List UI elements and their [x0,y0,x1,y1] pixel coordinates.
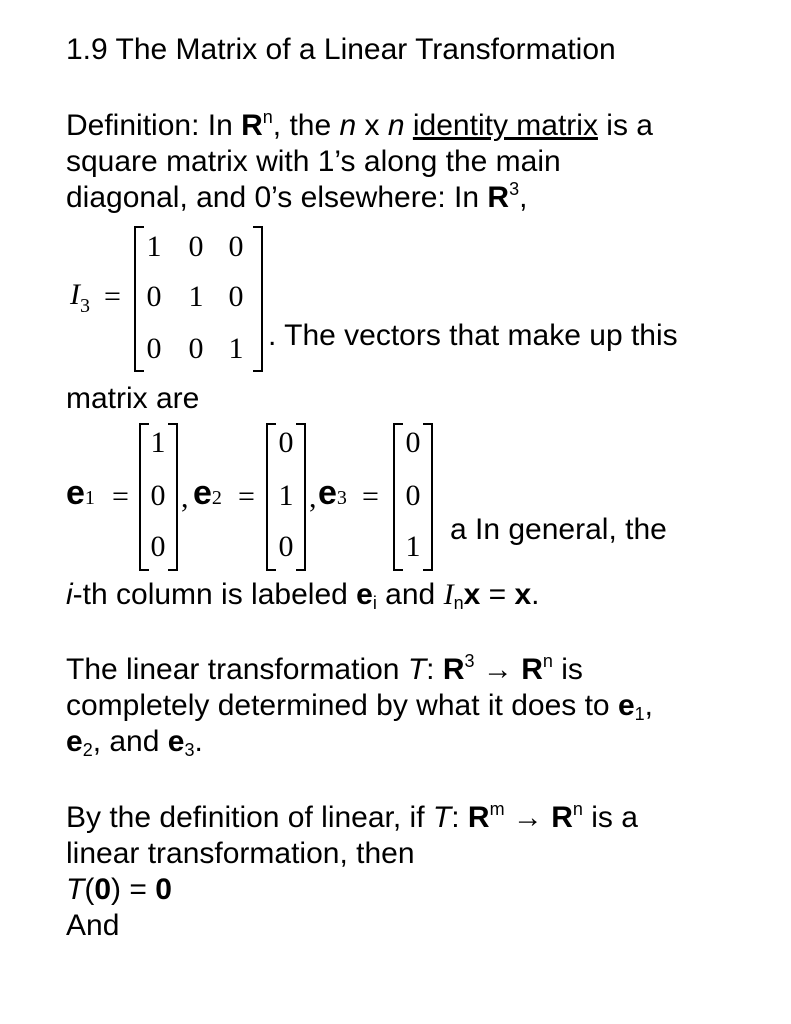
zero-vector: 0 [155,873,172,906]
matrix-cell: 0 [188,230,204,263]
T-var: T [432,801,452,834]
matrix-are-text: matrix are [66,382,200,415]
text: and [376,578,444,611]
definition-line-2: square matrix with 1’s along the main [66,145,561,178]
vectors-text: . The vectors that make up this [268,319,678,352]
superscript: n [572,799,583,819]
e3-label: e3 [318,474,347,512]
column-label-line [66,577,540,613]
matrix-cell: 1 [228,332,244,365]
equals-sign: = [362,480,379,513]
text: , [644,689,653,722]
vector-cell: 0 [278,530,294,563]
x-var: x [514,578,532,611]
text: ( [84,873,95,906]
superscript: n [542,651,553,671]
identity-label: $I_3$ [70,278,90,317]
R-symbol: R [442,653,465,686]
text: = [480,578,515,611]
arrow: → [504,801,552,834]
superscript: n [262,107,273,127]
T-var: T [66,873,85,906]
e1-label: e1 [66,474,95,512]
comma: , [309,481,317,514]
R-symbol: R [551,801,573,834]
text: . [531,578,540,611]
superscript: 3 [509,179,520,199]
n-var: n [339,109,357,142]
text: , [519,181,528,214]
subscript: 1 [634,704,645,724]
vector-cell: 0 [150,530,166,563]
e2-sub: 2 [211,487,222,509]
page-title: 1.9 The Matrix of a Linear Transformation [66,33,616,66]
e-var: e [617,689,635,722]
R-symbol: R [467,801,490,834]
bydef-line-2: linear transformation, then [66,837,415,870]
I-var: I [443,578,454,611]
T-var: T [407,653,427,686]
definition-line-3 [66,180,527,216]
identity-sub: 3 [80,295,90,317]
matrix-cell: 1 [146,230,162,263]
t-zero-line [66,872,172,908]
subscript: 2 [82,740,93,760]
matrix-cell: 0 [188,332,204,365]
equals-sign: = [112,480,129,513]
vector-cell: 0 [150,479,166,512]
arrow: → [474,653,522,686]
matrix-cell: 0 [228,280,244,313]
subscript: i [372,593,377,613]
text: : [451,801,468,834]
comma: , [181,481,189,514]
superscript: m [489,799,505,819]
matrix-cell: 0 [146,332,162,365]
n-var: n [387,109,405,142]
text: is [552,653,583,686]
vector-cell: 0 [278,426,294,459]
text: ) = [111,873,156,906]
text: x [356,109,388,142]
text: diagonal, and 0’s elsewhere: In [66,181,488,214]
text: Definition: In [66,109,242,142]
linear-line-2 [66,688,653,724]
linear-line-1 [66,652,583,688]
R-symbol: R [521,653,543,686]
vector-cell: 1 [278,479,294,512]
vector-cell: 1 [150,426,166,459]
vector-cell: 1 [405,530,421,563]
e2-label: e2 [193,474,222,512]
text: -th column is labeled [72,578,357,611]
superscript: 3 [464,651,475,671]
identity-matrix-term: identity matrix [412,109,598,142]
text: is a [597,109,653,142]
linear-line-3 [66,724,203,760]
text: . [194,725,203,758]
e-var: e [66,725,83,758]
definition-line-1 [66,108,653,144]
matrix-cell: 1 [188,280,204,313]
zero-vector: 0 [94,873,112,906]
text: The linear transformation [66,653,408,686]
subscript: 3 [184,740,195,760]
and-line: And [66,909,120,942]
e1-sub: 1 [84,487,95,509]
equals-sign: = [238,480,255,513]
subscript: n [453,593,464,613]
text: : [426,653,443,686]
equals-sign: = [104,280,121,313]
vector-cell: 0 [405,426,421,459]
R-symbol: R [487,181,510,214]
x-var: x [463,578,481,611]
R-symbol: R [241,109,263,142]
bydef-line-1 [66,800,638,836]
e-var: e [167,725,185,758]
vector-cell: 0 [405,479,421,512]
text: , and [92,725,168,758]
text: By the definition of linear, if [66,801,433,834]
matrix-cell: 0 [146,280,162,313]
text: , the [272,109,340,142]
i-var: i [66,578,73,611]
matrix-cell: 0 [228,230,244,263]
e-var: e [356,578,373,611]
text: is a [582,801,638,834]
right-bracket [253,226,263,372]
in-general-text: a In general, the [450,513,667,546]
e3-sub: 3 [336,487,347,509]
text: completely determined by what it does to [66,689,618,722]
